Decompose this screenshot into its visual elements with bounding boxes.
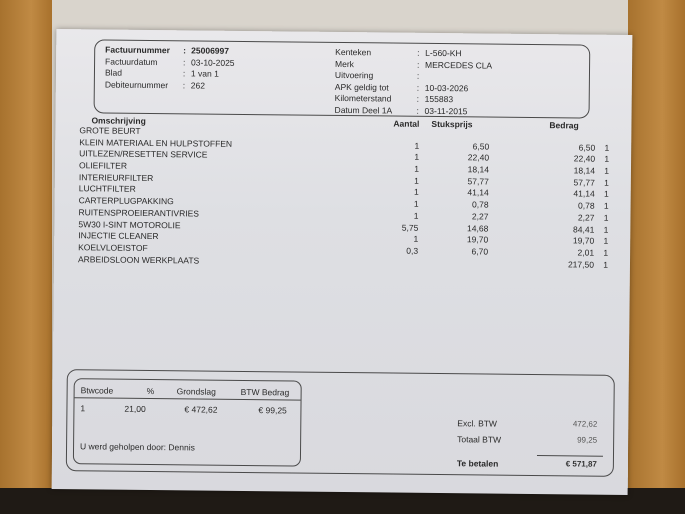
license-plate-row: Kenteken : L-560-KH: [335, 46, 462, 59]
line-unit-price: 0,78: [472, 199, 489, 210]
apk-value: 10-03-2026: [424, 82, 469, 93]
invoice-date-row: Factuurdatum : 03-10-2025: [105, 56, 235, 68]
registration-date-row: Datum Deel 1A : 03-11-2015: [334, 104, 468, 116]
mileage-label: Kilometerstand: [334, 92, 392, 104]
vat-base-value: € 472,62: [184, 404, 218, 415]
vat-amount-value: € 99,25: [258, 405, 287, 416]
line-unit-price: 2,27: [471, 211, 489, 222]
line-vat-code: 1: [604, 165, 610, 176]
line-description: RUITENSPROEIERANTIVRIES: [78, 207, 199, 219]
line-unit-price: 18,14: [467, 164, 490, 175]
debtor-number-row: Debiteurnummer : 262: [104, 79, 206, 91]
invoice-date-label: Factuurdatum: [105, 56, 158, 67]
line-description: OLIEFILTER: [78, 160, 128, 171]
vat-code-header: Btwcode: [80, 385, 114, 396]
line-description: KOELVLOEISTOF: [78, 242, 148, 253]
table-surface-left: [0, 0, 52, 514]
line-amount: 0,78: [578, 200, 595, 211]
debtor-number-value: 262: [190, 79, 206, 91]
brand-row: Merk : MERCEDES CLA: [335, 58, 493, 71]
line-vat-code: 1: [603, 259, 609, 270]
apk-label: APK geldig tot: [334, 81, 389, 92]
line-quantity: 1: [414, 175, 419, 186]
amount-due-label: Te betalen: [456, 458, 499, 469]
sheet-row: Blad : 1 van 1: [104, 67, 219, 79]
mileage-row: Kilometerstand : 155883: [334, 92, 454, 105]
column-header-description: Omschrijving: [91, 115, 146, 126]
line-amount: 217,50: [567, 258, 595, 270]
line-quantity: 5,75: [401, 222, 419, 233]
line-description: LUCHTFILTER: [78, 183, 136, 195]
total-vat-value: 99,25: [577, 435, 598, 445]
excl-vat-label: Excl. BTW: [457, 418, 498, 429]
vat-table-header: [75, 383, 301, 400]
column-header-amount: Bedrag: [549, 120, 579, 131]
debtor-number-label: Debiteurnummer: [104, 79, 169, 90]
line-quantity: 1: [413, 198, 419, 209]
vat-table-row: [75, 401, 301, 416]
mileage-value: 155883: [424, 93, 454, 105]
variant-row: Uitvoering :: [334, 69, 420, 81]
invoice-footer: [66, 369, 615, 477]
column-header-quantity: Aantal: [393, 118, 420, 129]
vat-percent-header: %: [146, 385, 155, 397]
line-quantity: 0,3: [406, 245, 419, 256]
invoice-header: [94, 39, 591, 118]
line-description: CARTERPLUGPAKKING: [78, 195, 174, 207]
invoice-lines: [78, 125, 609, 271]
variant-label: Uitvoering: [334, 69, 374, 81]
line-description: KLEIN MATERIAAL EN HULPSTOFFEN: [79, 136, 233, 149]
line-vat-code: 1: [603, 247, 609, 258]
vat-amount-header: BTW Bedrag: [240, 386, 290, 398]
line-vat-code: 1: [604, 177, 609, 188]
line-quantity: 1: [413, 233, 419, 244]
vat-summary-table: [73, 378, 302, 466]
helped-by-note: U werd geholpen door: Dennis: [80, 441, 195, 453]
vehicle-meta: [335, 47, 493, 118]
line-unit-price: 19,70: [466, 234, 489, 245]
invoice-number-row: Factuurnummer : 25006997: [105, 44, 230, 56]
registration-date-label: Datum Deel 1A: [334, 104, 393, 116]
total-vat-label: Totaal BTW: [457, 434, 502, 445]
line-amount: 2,01: [577, 247, 595, 258]
invoice-number-value: 25006997: [191, 45, 230, 56]
line-description: UITLEZEN/RESETTEN SERVICE: [79, 148, 208, 160]
line-amount: 41,14: [573, 188, 595, 200]
line-description: INJECTIE CLEANER: [78, 230, 159, 242]
line-vat-code: 1: [603, 212, 609, 223]
line-amount: 18,14: [573, 165, 596, 176]
vat-percent-value: 21,00: [124, 403, 146, 414]
line-amount: 19,70: [572, 235, 595, 246]
line-unit-price: 6,50: [472, 141, 490, 152]
invoice-date-value: 03-10-2025: [191, 56, 235, 68]
line-description: GROTE BEURT: [79, 125, 141, 136]
line-quantity: 1: [414, 140, 420, 151]
license-plate-value: L-560-KH: [425, 47, 462, 59]
line-unit-price: 6,70: [471, 246, 489, 257]
line-vat-code: 1: [603, 224, 609, 235]
line-unit-price: 14,68: [467, 222, 489, 234]
license-plate-label: Kenteken: [335, 46, 372, 58]
totals-divider: [537, 455, 603, 457]
line-unit-price: 22,40: [467, 152, 490, 163]
line-amount: 6,50: [578, 142, 596, 153]
line-amount: 84,41: [573, 223, 595, 235]
line-vat-code: 1: [603, 200, 609, 211]
line-description: ARBEIDSLOON WERKPLAATS: [77, 253, 200, 266]
sheet-label: Blad: [104, 67, 123, 78]
excl-vat-value: 472,62: [572, 419, 598, 429]
line-quantity: 1: [413, 210, 419, 221]
sheet-value: 1 van 1: [190, 68, 219, 79]
line-vat-code: 1: [604, 154, 610, 165]
line-quantity: 1: [414, 163, 420, 174]
column-header-unit-price: Stuksprijs: [431, 118, 473, 130]
line-description: 5W30 I-SINT MOTOROLIE: [78, 218, 181, 230]
brand-label: Merk: [335, 58, 355, 69]
table-surface-right: [628, 0, 685, 514]
line-vat-code: 1: [603, 189, 609, 200]
amount-due-value: € 571,87: [565, 459, 597, 469]
invoice-number-label: Factuurnummer: [105, 44, 170, 56]
invoice-meta: [105, 45, 235, 92]
line-amount: 57,77: [573, 177, 595, 188]
line-vat-code: 1: [604, 142, 610, 153]
line-description: INTERIEURFILTER: [78, 171, 154, 183]
line-quantity: 1: [413, 187, 419, 198]
line-unit-price: 57,77: [467, 176, 489, 187]
vat-code-value: 1: [80, 403, 86, 414]
invoice-paper: [52, 29, 633, 495]
line-amount: 2,27: [577, 212, 595, 223]
registration-date-value: 03-11-2015: [424, 105, 468, 116]
vat-base-header: Grondslag: [176, 386, 216, 397]
line-unit-price: 41,14: [467, 187, 489, 198]
line-vat-code: 1: [603, 235, 609, 246]
brand-value: MERCEDES CLA: [425, 59, 493, 71]
line-amount: 22,40: [573, 153, 596, 165]
apk-row: APK geldig tot : 10-03-2026: [334, 81, 469, 93]
line-quantity: 1: [414, 152, 420, 163]
